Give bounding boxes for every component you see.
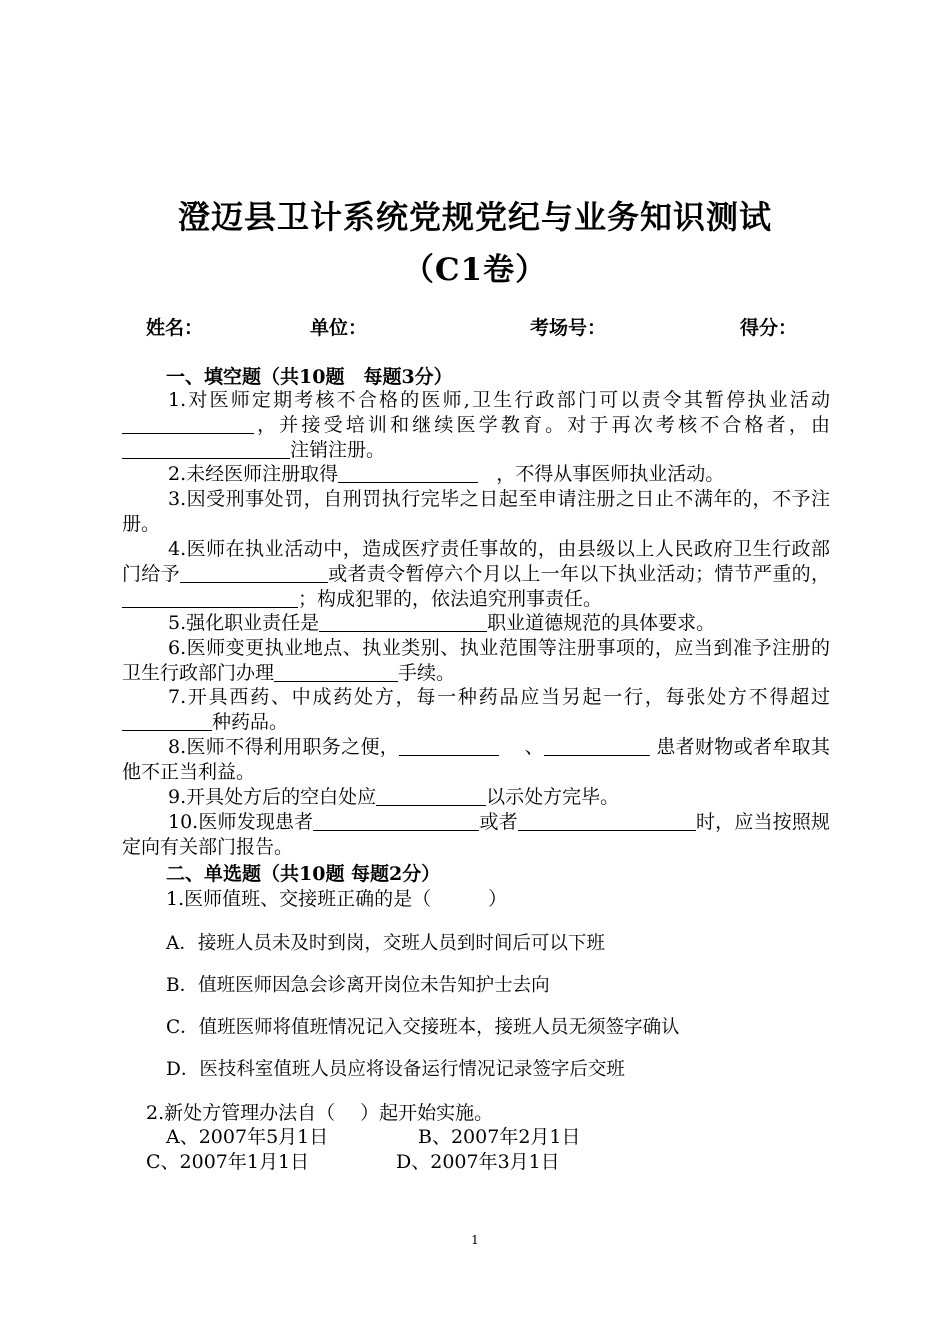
answer-blank[interactable]	[544, 737, 650, 756]
answer-blank[interactable]	[518, 812, 696, 831]
section-single-choice-heading: 二、单选题（共10题 每题2分）	[166, 863, 441, 885]
mc-question-2-option-a[interactable]: A、2007年5月1日	[166, 1126, 329, 1148]
document-title: 澄迈县卫计系统党规党纪与业务知识测试	[177, 198, 772, 236]
answer-blank[interactable]	[319, 613, 487, 632]
question-4: 4.医师在执业活动中，造成医疗责任事故的，由县级以上人民政府卫生行政部门给予 或者责令暂停六个月以上一年以下执业活动；情节严重的，；构成犯罪的，依法追究刑事责任。	[122, 538, 830, 610]
mc-question-2-option-c[interactable]: C、2007年1月1日	[146, 1151, 310, 1173]
mc-question-1-option-b[interactable]: B．值班医师因急会诊离开岗位未告知护士去向	[166, 975, 550, 996]
answer-blank[interactable]	[122, 440, 290, 459]
question-5: 5.强化职业责任是 职业道德规范的具体要求。	[168, 612, 716, 634]
question-3: 3.因受刑事处罚，自刑罚执行完毕之日起至申请注册之日止不满年的，不予注册。	[122, 488, 830, 535]
document-subtitle: （C1卷）	[402, 252, 548, 288]
section-fill-in-heading: 一、填空题（共10题 每题3分）	[166, 366, 453, 388]
answer-blank[interactable]	[122, 589, 298, 608]
mc-question-1-option-a[interactable]: A．接班人员未及时到岗，交班人员到时间后可以下班	[166, 933, 605, 954]
page-number: 1	[471, 1233, 479, 1247]
answer-blank[interactable]	[313, 812, 479, 831]
answer-blank[interactable]	[376, 787, 486, 806]
question-6: 6.医师变更执业地点、执业类别、执业范围等注册事项的，应当到准予注册的卫生行政部门办理 手续。	[122, 637, 830, 684]
mc-question-2-option-b[interactable]: B、2007年2月1日	[418, 1126, 581, 1148]
question-7: 7.开具西药、中成药处方，每一种药品应当另起一行，每张处方不得超过种药品。	[122, 685, 830, 735]
unit-label: 单位：	[310, 317, 368, 339]
exam-room-label: 考场号：	[530, 317, 607, 339]
mc-question-1-option-c[interactable]: C．值班医师将值班情况记入交接班本，接班人员无须签字确认	[166, 1017, 680, 1038]
question-1: 1.对医师定期考核不合格的医师,卫生行政部门可以责令其暂停执业活动，并接受培训和继续医学教育。对于再次考核不合格者，由注销注册。	[122, 388, 830, 463]
name-label: 姓名：	[146, 317, 204, 339]
mc-question-2-stem: 2.新处方管理办法自（ ）起开始实施。	[146, 1102, 494, 1124]
mc-question-1-stem: 1.医师值班、交接班正确的是（ ）	[166, 888, 508, 910]
question-2: 2.未经医师注册取得 ，不得从事医师执业活动。	[168, 463, 725, 485]
answer-blank[interactable]	[274, 663, 398, 682]
answer-blank[interactable]	[338, 464, 478, 483]
answer-blank[interactable]	[180, 564, 328, 583]
mc-question-1-option-d[interactable]: D．医技科室值班人员应将设备运行情况记录签字后交班	[166, 1059, 625, 1080]
mc-question-2-option-d[interactable]: D、2007年3月1日	[396, 1151, 560, 1173]
question-9: 9.开具处方后的空白处应 以示处方完毕。	[168, 786, 620, 808]
question-10: 10.医师发现患者 或者 时，应当按照规定向有关部门报告。	[122, 811, 830, 858]
answer-blank[interactable]	[122, 415, 254, 434]
score-label: 得分：	[740, 317, 798, 339]
answer-blank[interactable]	[122, 712, 212, 731]
question-8: 8.医师不得利用职务之便， 、 患者财物或者牟取其他不正当利益。	[122, 736, 830, 783]
answer-blank[interactable]	[399, 737, 499, 756]
